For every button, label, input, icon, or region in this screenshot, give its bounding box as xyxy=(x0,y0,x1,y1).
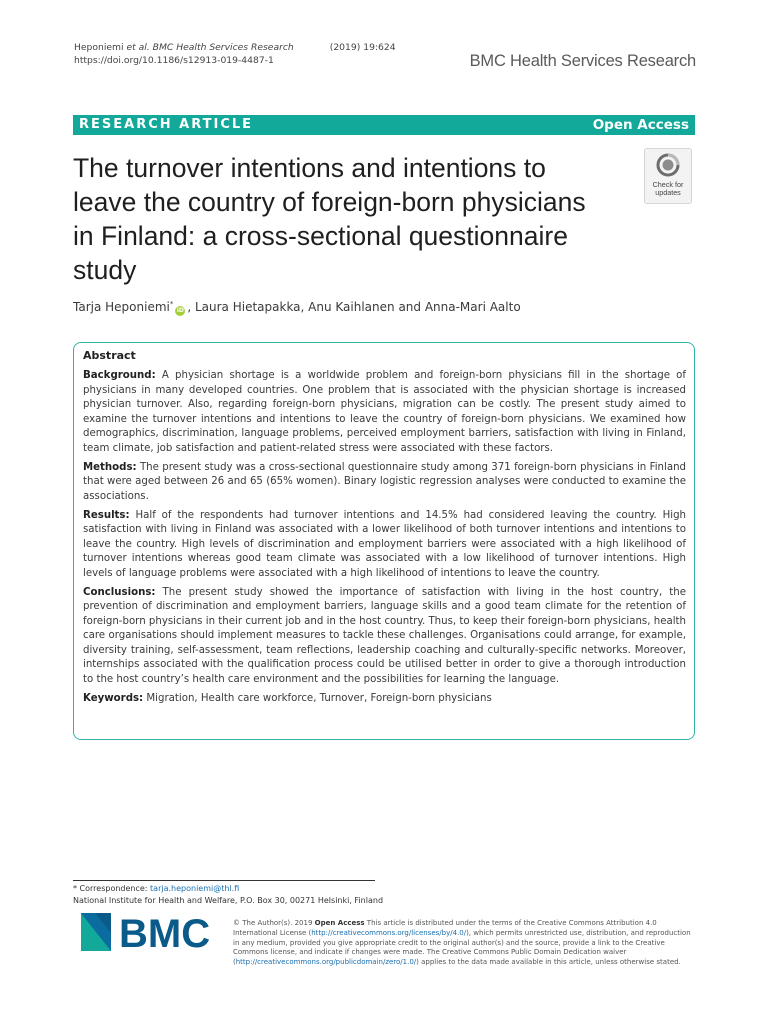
journal-name[interactable]: BMC Health Services Research xyxy=(469,52,696,70)
abstract-box xyxy=(73,342,695,740)
affiliation: National Institute for Health and Welfare, P.O. Box 30, 00271 Helsinki, Finland xyxy=(73,896,384,905)
citation-year-volume: (2019) 19:624 xyxy=(329,42,396,53)
abstract-conclusions xyxy=(83,586,686,688)
conclusions-text: The present study showed the importance of satisfaction with living in the host country, the prevention of discrimination and employment barriers, language skills and a good team climate for the retention of foreign-born physicians in their current job and in the host country. Thus, to keep their foreign-born physicians, health care organisations should implement measures to tackle these challenges. Organisations could arrange, for example, diversity training, self-assessment, team reflections, leadership coaching and culturally-specific networks. Moreover, internships associated with the qualification process could be utilised better in order to give a thorough introduction to the host country’s health care environment and the possibilities for learning the language. xyxy=(83,586,686,685)
citation-journal: BMC Health Services Research xyxy=(149,42,294,53)
citation-header xyxy=(74,41,396,67)
license-statement xyxy=(233,919,695,968)
background-label: Background: xyxy=(83,370,156,381)
methods-text: The present study was a cross-sectional questionnaire study among 371 foreign-born physicians in Finland that were aged between 26 and 65 (65% women). Binary logistic regression analyses were conducted to examine the associations. xyxy=(83,461,686,502)
footnote-divider xyxy=(73,880,375,881)
abstract-heading: Abstract xyxy=(83,349,136,362)
correspondence-email[interactable]: tarja.heponiemi@thl.fi xyxy=(150,884,240,893)
orcid-icon[interactable]: iD xyxy=(176,307,184,314)
license-text-1: This article is distributed under the terms of the Creative Commons Attribution 4.0 International License ( xyxy=(233,919,657,937)
open-access-label: Open Access xyxy=(592,117,689,133)
license-link-cc-by[interactable]: http://creativecommons.org/licenses/by/4.0/ xyxy=(311,928,467,937)
citation-line xyxy=(74,41,396,54)
citation-etal: et al. xyxy=(123,42,150,53)
conclusions-label: Conclusions: xyxy=(83,586,156,598)
results-text: Half of the respondents had turnover intentions and 14.5% had considered leaving the country. High satisfaction with living in Finland was associated with a lower likelihood of both turnover intentions and intentions to leave the country. High levels of discrimination and employment barriers were associated with a high likelihood of turnover intentions whereas good team climate was associated with a low likelihood of turnover intentions. High levels of language problems were associated with a high likelihood of intentions to leave the country. xyxy=(83,509,686,579)
corresponding-author[interactable]: Tarja Heponiemi xyxy=(73,300,170,314)
doi-link[interactable]: https://doi.org/10.1186/s12913-019-4487-1 xyxy=(74,55,274,66)
license-link-cc0[interactable]: http://creativecommons.org/publicdomain/zero/1.0/ xyxy=(235,958,417,967)
keywords-label: Keywords: xyxy=(83,692,144,704)
article-type-label: RESEARCH ARTICLE xyxy=(79,117,254,132)
correspondence-footnote xyxy=(73,883,383,907)
license-text-2: ), which permits unrestricted use, distribution, and reproduction in any medium, provided you give appropriate credit to the original author(s) and the source, provide a link to the Creative Commons license, and indicate if changes were made. The Creative Commons Public Domain Dedication waiver ( xyxy=(233,928,691,967)
citation-authors: Heponiemi xyxy=(74,42,124,53)
methods-label: Methods: xyxy=(83,461,137,473)
results-label: Results: xyxy=(83,509,130,521)
crossmark-line1: Check for xyxy=(652,180,684,189)
keywords-text: Migration, Health care workforce, Turnover, Foreign-born physicians xyxy=(143,692,492,704)
other-authors: , Laura Hietapakka, Anu Kaihlanen and Anna-Mari Aalto xyxy=(187,300,521,314)
correspondence-prefix: * Correspondence: xyxy=(73,884,151,893)
article-title: The turnover intentions and intentions to leave the country of foreign-born physicians in Finland: a cross-sectional questionnaire study xyxy=(73,153,586,285)
bmc-logo-text: BMC xyxy=(119,912,211,955)
article-type-banner xyxy=(73,115,695,135)
correspondence-mark: * xyxy=(169,300,174,308)
abstract-methods xyxy=(83,461,686,505)
author-list xyxy=(73,300,521,316)
license-text-3: ) applies to the data made available in this article, unless otherwise stated. xyxy=(416,958,681,967)
license-open-access: Open Access xyxy=(314,919,365,927)
correspondence-line xyxy=(73,883,383,895)
abstract-keywords xyxy=(83,692,686,707)
license-copyright: © The Author(s). 2019 xyxy=(233,919,315,927)
abstract-background xyxy=(83,369,686,456)
abstract-results xyxy=(83,509,686,582)
background-text: A physician shortage is a worldwide problem and foreign-born physicians fill in the shortage of physicians in many developed countries. One problem that is associated with the physician shortage is increased physician turnover. Also, regarding foreign-born physicians, migration can be costly. The present study aimed to examine the turnover intentions and intentions to leave the country of foreign-born physicians. We examined how demographics, discrimination, language problems, perceived employment barriers, satisfaction with living in Finland, team climate, job satisfaction and patient-related stress were associated with these factors. xyxy=(83,370,686,454)
crossmark-icon xyxy=(656,153,680,177)
check-for-updates-badge[interactable] xyxy=(644,148,692,204)
crossmark-line2: updates xyxy=(655,188,681,197)
bmc-logo-icon xyxy=(81,909,217,955)
